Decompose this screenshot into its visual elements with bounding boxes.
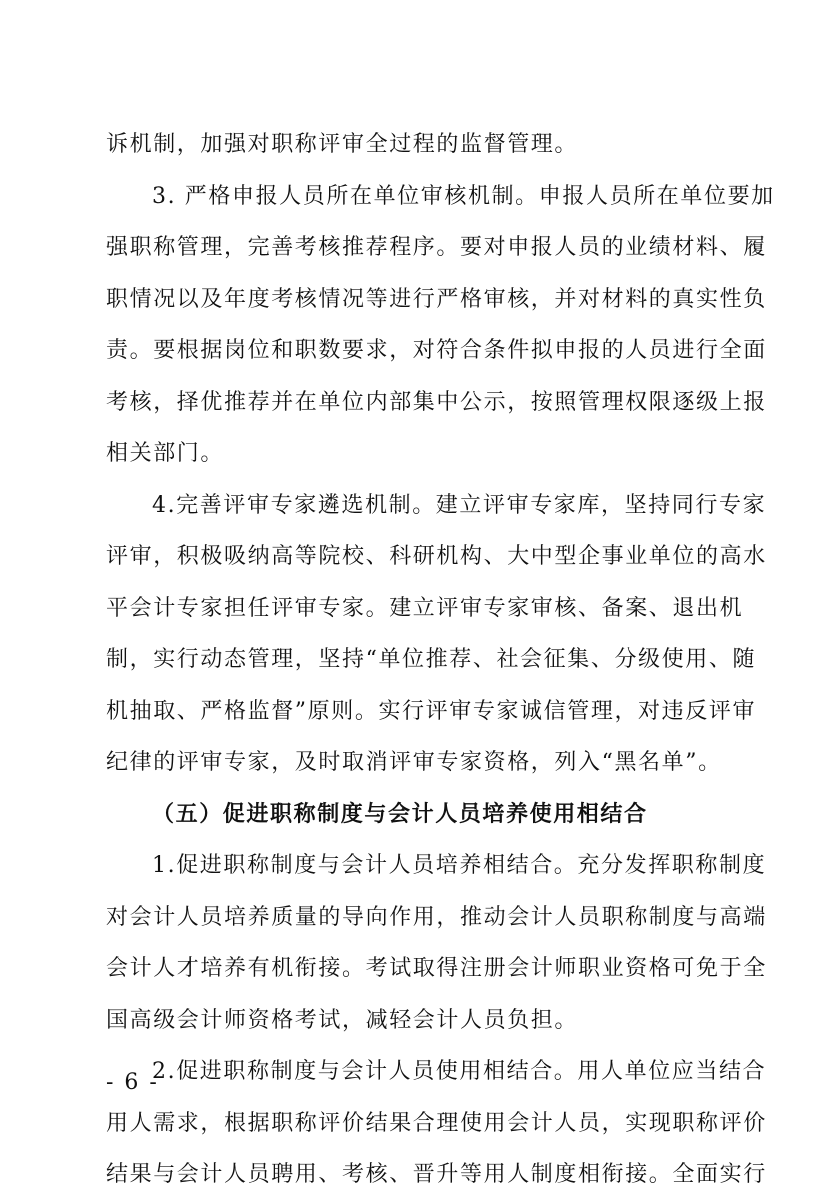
text-line: 责。要根据岗位和职数要求，对符合条件拟申报的人员进行全面 <box>106 338 767 363</box>
text-line: 强职称管理，完善考核推荐程序。要对申报人员的业绩材料、履 <box>106 235 767 260</box>
text-line: 会计人才培养有机衔接。考试取得注册会计师职业资格可免于全 <box>106 956 767 981</box>
text-line: 国高级会计师资格考试，减轻会计人员负担。 <box>106 1007 579 1033</box>
text-line: 考核，择优推荐并在单位内部集中公示，按照管理权限逐级上报 <box>106 389 767 415</box>
text-line: 纪律的评审专家，及时取消评审专家资格，列入“黑名单”。 <box>106 750 722 775</box>
text-line: 职情况以及年度考核情况等进行严格审核，并对材料的真实性负 <box>106 286 767 312</box>
text-line: 1.促进职称制度与会计人员培养相结合。充分发挥职称制度 <box>152 853 767 878</box>
text-line: 平会计专家担任评审专家。建立评审专家审核、备案、退出机 <box>106 595 744 621</box>
text-line: 诉机制，加强对职称评审全过程的监督管理。 <box>106 132 579 157</box>
page-number: - 6 - <box>106 1070 159 1095</box>
text-line: 制，实行动态管理，坚持“单位推荐、社会征集、分级使用、随 <box>106 647 757 672</box>
text-line: 对会计人员培养质量的导向作用，推动会计人员职称制度与高端 <box>106 904 767 930</box>
text-line: 结果与会计人员聘用、考核、晋升等用人制度相衔接。全面实行 <box>106 1162 767 1187</box>
text-line: 2.促进职称制度与会计人员使用相结合。用人单位应当结合 <box>152 1059 767 1084</box>
text-line: 评审，积极吸纳高等院校、科研机构、大中型企事业单位的高水 <box>106 544 767 569</box>
section-heading: （五）促进职称制度与会计人员培养使用相结合 <box>152 800 648 827</box>
text-line: 用人需求，根据职称评价结果合理使用会计人员，实现职称评价 <box>106 1110 767 1136</box>
text-line: 机抽取、严格监督”原则。实行评审专家诚信管理，对违反评审 <box>106 698 757 724</box>
body-text <box>106 119 775 1201</box>
text-line: 4.完善评审专家遴选机制。建立评审专家库，坚持同行专家 <box>152 492 767 518</box>
text-line: 3. 严格申报人员所在单位审核机制。申报人员所在单位要加 <box>152 183 775 209</box>
text-line: 相关部门。 <box>106 441 225 466</box>
